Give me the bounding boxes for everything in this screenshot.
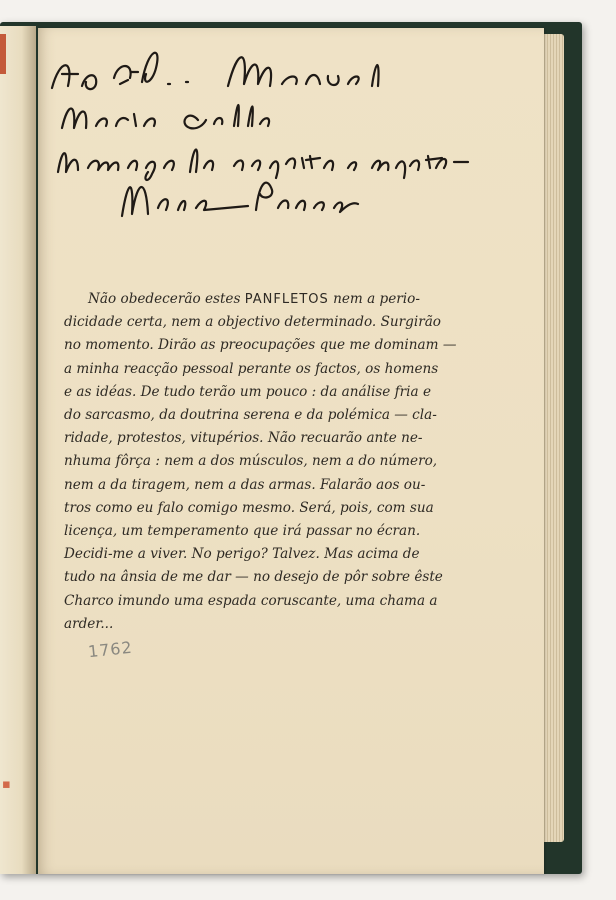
inscription-line-1-stroke xyxy=(52,53,379,89)
text-line: e as idéas. De tudo terão um pouco : da análise fria e xyxy=(64,383,431,400)
inscription-line-2-stroke xyxy=(62,105,269,128)
handwritten-inscription xyxy=(38,28,544,228)
text-line: Não obedecerão estes PANFLETOS nem a perio- xyxy=(88,291,420,307)
text-line: nhuma fôrça : nem a dos músculos, nem a do número, xyxy=(64,453,438,470)
signature-stroke xyxy=(122,183,358,216)
pencil-inventory-number: 1762 xyxy=(87,637,134,662)
text-line: arder... xyxy=(64,615,114,632)
text-line: no momento. Dirão as preocupações que me dominam — xyxy=(64,337,457,354)
text-line: a minha reacção pessoal perante os factos, os homens xyxy=(64,360,439,377)
left-page-edge xyxy=(0,26,36,874)
text-line: Decidi-me a viver. No perigo? Talvez. Mas acima de xyxy=(64,546,420,563)
printed-paragraph xyxy=(64,288,504,636)
text-line: tros como eu falo comigo mesmo. Será, pois, com sua xyxy=(64,499,434,516)
text-line: do sarcasmo, da doutrina serena e da polémica — cla- xyxy=(64,407,437,424)
red-ribbon-edge xyxy=(0,34,6,74)
book-page xyxy=(38,28,544,874)
inscription-line-3-stroke xyxy=(58,150,468,180)
text-line: dicidade certa, nem a objectivo determinado. Surgirão xyxy=(64,314,441,331)
text-line: nem a da tiragem, nem a das armas. Falarão aos ou- xyxy=(64,476,426,493)
text-line: Charco imundo uma espada coruscante, uma chama a xyxy=(64,592,438,609)
text-line: licença, um temperamento que irá passar no écran. xyxy=(64,523,421,540)
text-line: tudo na ânsia de me dar — no desejo de pôr sobre êste xyxy=(64,569,443,586)
text-line: ridade, protestos, vitupérios. Não recuarão ante ne- xyxy=(64,430,423,447)
red-stamp-mark: ▪ xyxy=(2,777,11,792)
